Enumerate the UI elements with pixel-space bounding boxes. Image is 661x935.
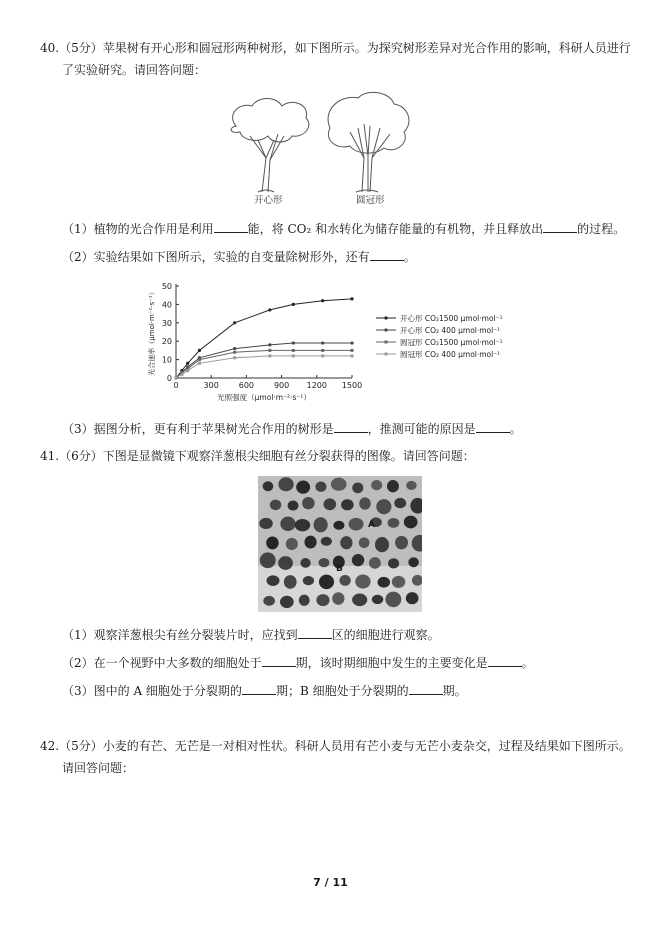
q41-sub2-text-b: 期，该时期细胞中发生的主要变化是 <box>295 656 488 670</box>
cell-nucleus <box>388 558 399 568</box>
cell-nucleus <box>263 481 274 491</box>
q40-sub1 <box>62 220 625 237</box>
legend-label: 圆冠形 CO₂1500 μmol·mol⁻¹ <box>400 338 503 347</box>
data-point <box>321 341 324 344</box>
cell-nucleus <box>352 554 364 566</box>
data-point <box>321 299 324 302</box>
tree-label-open: 开心形 <box>254 195 283 206</box>
data-point <box>233 347 236 350</box>
data-point <box>233 321 236 324</box>
cell-nucleus <box>387 480 399 492</box>
cell-nucleus <box>299 595 310 606</box>
cell-nucleus <box>263 596 275 606</box>
data-point <box>198 349 201 352</box>
cell-nucleus <box>371 480 382 490</box>
q40-sub2 <box>62 248 416 265</box>
q40-sub3-text-a: （3）据图分析，更有利于苹果树光合作用的树形是 <box>62 422 334 436</box>
cell-nucleus <box>406 481 416 490</box>
tree-label-round: 圆冠形 <box>356 195 385 206</box>
q40-sub1-text-b: 能，将 CO₂ 和水转化为储存能量的有机物，并且释放出 <box>247 222 544 236</box>
cell-nucleus <box>359 497 371 509</box>
cell-nucleus <box>340 536 352 549</box>
q41-sub2-text-c: 。 <box>521 656 534 670</box>
cell-nucleus <box>408 557 419 567</box>
cell-nucleus <box>349 518 364 531</box>
x-tick-label: 0 <box>173 381 179 390</box>
cell-nucleus <box>352 482 363 493</box>
cell-nucleus <box>278 477 293 491</box>
cell-nucleus <box>295 519 310 531</box>
data-point <box>292 354 295 357</box>
cell-nucleus <box>404 516 418 529</box>
answer-blank[interactable] <box>298 626 332 639</box>
q40-stem-line1: 40.（5分）苹果树有开心形和圆冠形两种树形，如下图所示。为探究树形差异对光合作用的影响，科研人员进行 <box>40 41 631 55</box>
data-point <box>292 303 295 306</box>
q41-sub3 <box>62 682 467 699</box>
open-center-tree-icon <box>231 99 309 193</box>
cell-nucleus <box>280 596 294 608</box>
cell-nucleus <box>266 575 279 586</box>
q41-sub1-text-b: 区的细胞进行观察。 <box>331 628 440 642</box>
data-point <box>292 349 295 352</box>
cell-nucleus <box>270 500 281 511</box>
cell-nucleus <box>278 556 293 570</box>
data-point <box>268 343 271 346</box>
answer-blank[interactable] <box>214 220 248 233</box>
q40-sub2-text-b: 。 <box>403 250 416 264</box>
page-number: 7 / 11 <box>313 876 348 889</box>
cell-nucleus <box>392 576 406 588</box>
data-point <box>198 362 201 365</box>
answer-blank[interactable] <box>262 654 296 667</box>
q40-sub1-text-a: （1）植物的光合作用是利用 <box>62 222 214 236</box>
cell-nucleus <box>333 521 344 530</box>
y-tick-label: 20 <box>161 337 172 347</box>
data-point <box>180 373 183 376</box>
x-tick-label: 900 <box>273 381 290 390</box>
y-tick-label: 50 <box>161 282 172 291</box>
q41-sub3-text-a: （3）图中的 A 细胞处于分裂期的 <box>62 684 242 698</box>
y-tick-label: 40 <box>161 300 172 310</box>
tree-illustration <box>218 88 418 206</box>
cell-nucleus <box>394 498 406 508</box>
cell-nucleus <box>319 575 334 590</box>
series-line <box>176 299 352 378</box>
q40-sub1-text-c: 的过程。 <box>577 222 626 236</box>
legend-label: 开心形 CO₂ 400 μmol·mol⁻¹ <box>400 326 501 335</box>
answer-blank[interactable] <box>334 420 368 433</box>
y-axis-label: 光合速率（μmol·m⁻²·s⁻¹） <box>148 288 156 376</box>
data-point <box>350 297 353 300</box>
cell-nucleus <box>339 575 350 586</box>
data-point <box>321 349 324 352</box>
cell-label-a: A <box>368 520 375 530</box>
q40-sub3-text-b: ，推测可能的原因是 <box>367 422 476 436</box>
legend-label: 圆冠形 CO₂ 400 μmol·mol⁻¹ <box>400 350 501 359</box>
q40-sub2-text-a: （2）实验结果如下图所示，实验的自变量除树形外，还有 <box>62 250 370 264</box>
cell-nucleus <box>303 576 314 585</box>
cell-label-b: B <box>336 564 343 574</box>
legend-marker <box>385 353 388 356</box>
x-tick-label: 300 <box>203 381 219 390</box>
q41-stem: 41.（6分）下图是显微镜下观察洋葱根尖细胞有丝分裂获得的图像。请回答问题： <box>40 449 475 463</box>
cell-nucleus <box>385 592 401 608</box>
cell-nucleus <box>372 595 383 604</box>
cell-nucleus <box>304 536 316 549</box>
q41-sub2 <box>62 654 534 671</box>
cell-nucleus <box>302 497 314 509</box>
cell-nucleus <box>315 482 326 492</box>
data-point <box>268 354 271 357</box>
cell-nucleus <box>369 557 381 569</box>
cell-nucleus <box>288 501 299 511</box>
cell-nucleus <box>395 536 408 549</box>
cell-nucleus <box>341 499 354 510</box>
answer-blank[interactable] <box>409 682 443 695</box>
answer-blank[interactable] <box>488 654 522 667</box>
y-tick-label: 30 <box>161 318 172 328</box>
x-axis-label: 光照强度（μmol·m⁻²·s⁻¹） <box>217 393 311 402</box>
cell-nucleus <box>318 558 329 567</box>
answer-blank[interactable] <box>242 682 276 695</box>
cell-nucleus <box>332 592 344 605</box>
cell-nucleus <box>375 537 389 552</box>
legend-marker <box>384 316 387 319</box>
legend-marker <box>385 341 388 344</box>
cell-nucleus <box>355 575 370 589</box>
cell-nucleus <box>280 517 295 531</box>
data-point <box>321 354 324 357</box>
cell-nucleus <box>300 558 310 568</box>
x-tick-label: 1200 <box>306 381 327 390</box>
cell-nucleus <box>324 498 337 510</box>
cell-nucleus <box>378 577 390 588</box>
cell-nucleus <box>316 594 329 606</box>
q40-stem-line2: 了实验研究。请回答问题： <box>62 63 207 77</box>
cell-nucleus <box>376 499 391 514</box>
data-point <box>175 377 178 380</box>
cell-nucleus <box>359 537 370 548</box>
q42-stem-line2: 请回答问题： <box>62 761 135 775</box>
cell-nucleus <box>266 537 278 550</box>
y-tick-label: 10 <box>161 355 172 365</box>
answer-blank[interactable] <box>370 248 404 261</box>
cell-nucleus <box>286 538 298 550</box>
data-point <box>198 358 201 361</box>
data-point <box>233 351 236 354</box>
data-point <box>268 308 271 311</box>
q41-sub3-text-c: 期。 <box>442 684 467 698</box>
q41-sub3-text-b: 期；B 细胞处于分裂期的 <box>275 684 409 698</box>
data-point <box>268 349 271 352</box>
cell-nucleus <box>352 594 367 607</box>
q41-sub2-text-a: （2）在一个视野中大多数的细胞处于 <box>62 656 262 670</box>
data-point <box>292 341 295 344</box>
micrograph <box>258 476 422 612</box>
answer-blank[interactable] <box>476 420 510 433</box>
photosynthesis-chart <box>140 278 540 408</box>
q40-sub3-text-c: 。 <box>509 422 522 436</box>
cell-nucleus <box>331 478 347 491</box>
data-point <box>186 369 189 372</box>
legend-label: 开心形 CO₂1500 μmol·mol⁻¹ <box>400 314 503 323</box>
data-point <box>233 356 236 359</box>
cell-nucleus <box>321 537 332 546</box>
data-point <box>186 362 189 365</box>
data-point <box>350 341 353 344</box>
legend-marker <box>384 328 387 331</box>
q42-stem-line1: 42.（5分）小麦的有芒、无芒是一对相对性状。科研人员用有芒小麦与无芒小麦杂交，过程及结果如下图所示。 <box>40 739 631 753</box>
q40-sub3 <box>62 420 522 437</box>
y-tick-label: 0 <box>166 374 172 383</box>
cell-nucleus <box>314 517 328 532</box>
cell-nucleus <box>260 552 276 568</box>
cell-nucleus <box>284 575 297 589</box>
answer-blank[interactable] <box>543 220 577 233</box>
data-point <box>351 354 354 357</box>
cell-nucleus <box>388 518 400 528</box>
round-crown-tree-icon <box>328 92 409 192</box>
cell-nucleus <box>259 518 273 529</box>
x-tick-label: 1500 <box>341 381 363 390</box>
q41-sub1 <box>62 626 440 643</box>
data-point <box>351 349 354 352</box>
x-tick-label: 600 <box>238 381 255 390</box>
cell-nucleus <box>406 592 419 604</box>
q41-sub1-text-a: （1）观察洋葱根尖有丝分裂装片时，应找到 <box>62 628 298 642</box>
series-line <box>176 350 352 378</box>
cell-nucleus <box>296 481 310 494</box>
